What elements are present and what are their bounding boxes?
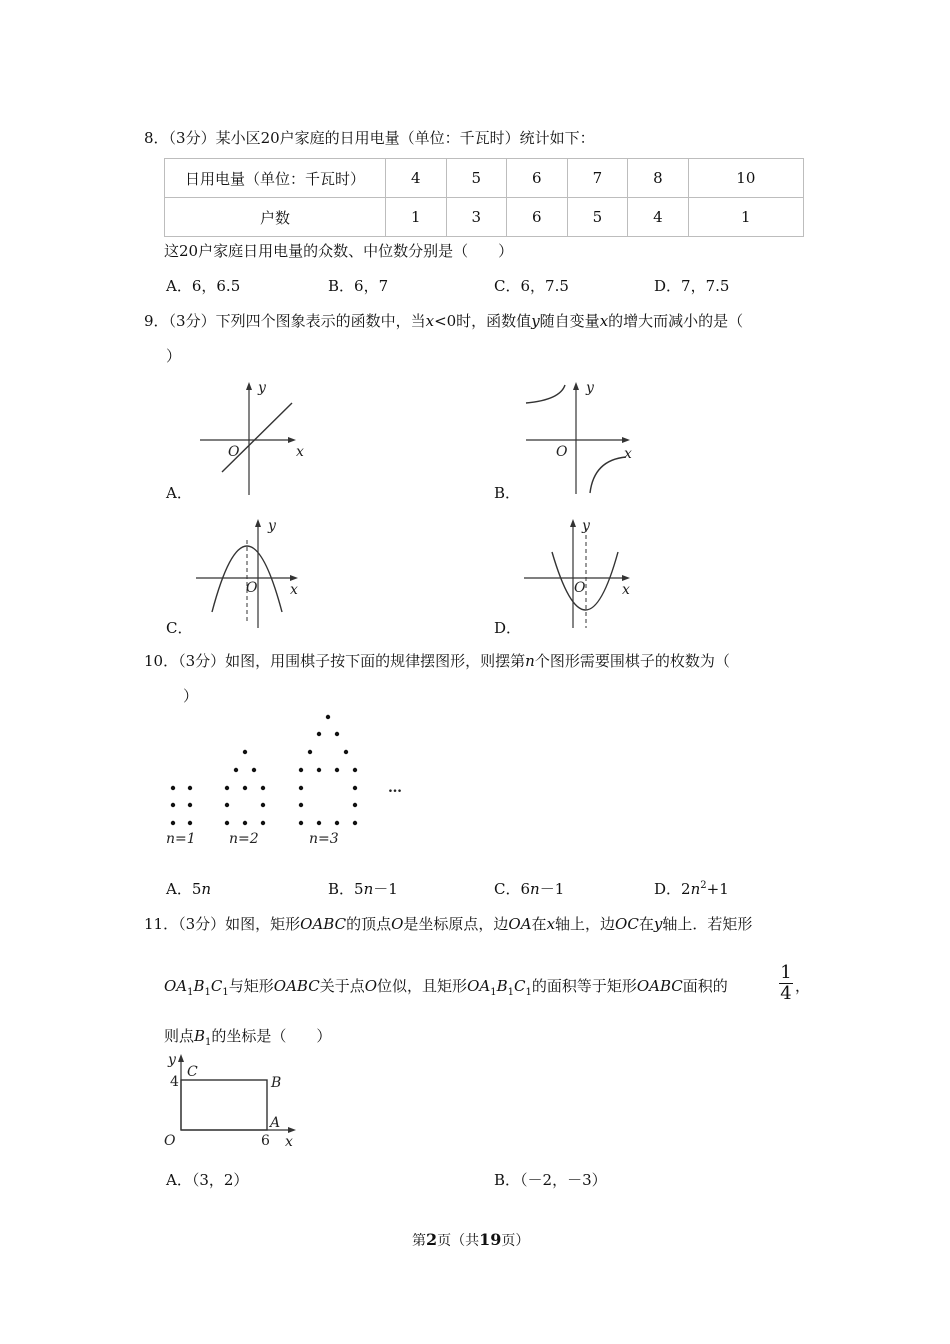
fraction-denominator: 4	[780, 983, 792, 1004]
axis-x-label: x	[296, 444, 304, 460]
table-cell: 4	[386, 159, 447, 198]
q11-option-b: B．（－2，－3）	[494, 1171, 607, 1189]
q9-label-a: A．	[166, 484, 192, 502]
origin-label: O	[556, 444, 568, 460]
ellipsis: …	[388, 780, 402, 796]
axis-y-label: y	[168, 1052, 176, 1068]
q8-option-a: A．6，6.5	[166, 277, 241, 295]
q10-stem-close: ）	[183, 687, 199, 705]
label-n3: n=3	[309, 831, 339, 847]
table-cell: 1	[688, 198, 803, 237]
axis-y-label: y	[268, 518, 276, 534]
q9-stem-close: ）	[166, 347, 182, 365]
table-cell: 7	[567, 159, 628, 198]
origin-label: O	[164, 1133, 176, 1149]
q8-option-b: B．6，7	[328, 277, 389, 295]
q9-label-c: C．	[166, 619, 193, 637]
q10-option-a: A．5n	[166, 880, 212, 898]
q10-option-c: C．6n－1	[494, 880, 565, 898]
origin-label: O	[574, 580, 586, 596]
table-cell: 6	[507, 159, 568, 198]
page-footer: 第2页（共19页）	[412, 1230, 530, 1249]
q11-option-a: A．（3，2）	[166, 1171, 249, 1189]
table-cell: 8	[628, 159, 689, 198]
q10-stem: 10．（3分）如图，用围棋子按下面的规律摆图形，则摆第n个图形需要围棋子的枚数为（	[144, 652, 730, 670]
q9-label-d: D．	[494, 619, 522, 637]
fraction-numerator: 1	[780, 962, 792, 983]
axis-y-label: y	[582, 518, 590, 534]
origin-label: O	[246, 580, 258, 596]
q8-question: 这20户家庭日用电量的众数、中位数分别是（ ）	[164, 242, 514, 260]
axis-x-label: x	[285, 1134, 293, 1150]
point-c-label: C	[187, 1064, 198, 1080]
q11-line3: 则点$B_1$的坐标是（ ）	[164, 1027, 332, 1048]
q8-option-d: D．7，7.5	[654, 277, 730, 295]
tick-4: 4	[170, 1074, 179, 1090]
table-cell: 3	[446, 198, 507, 237]
q9-stem: 9．（3分）下列四个图象表示的函数中，当x<0时，函数值y随自变量x的增大而减小的是（	[144, 312, 744, 330]
axis-y-label: y	[258, 380, 266, 396]
point-b-label: B	[271, 1075, 282, 1091]
table-cell: 10	[688, 159, 803, 198]
tick-6: 6	[261, 1133, 270, 1149]
table-header-label: 日用电量（单位：千瓦时）	[165, 159, 386, 198]
axis-x-label: x	[622, 582, 630, 598]
axis-y-label: y	[586, 380, 594, 396]
table-cell: 5	[567, 198, 628, 237]
table-cell: 4	[628, 198, 689, 237]
table-cell: 1	[386, 198, 447, 237]
axis-x-label: x	[290, 582, 298, 598]
label-n1: n=1	[166, 831, 196, 847]
q10-option-d: D．$2n^2+1$	[654, 880, 729, 898]
q11-line2: $OA_1B_1C_1$与矩形OABC关于点O位似，且矩形$OA_1B_1C_1$的面积等于矩形OABC面积的	[164, 977, 728, 998]
table-row-label: 户数	[165, 198, 386, 237]
table-cell: 6	[507, 198, 568, 237]
table-cell: 5	[446, 159, 507, 198]
q11-fraction-tail: ，	[795, 977, 811, 995]
label-n2: n=2	[229, 831, 259, 847]
q10-option-b: B．5n－1	[328, 880, 398, 898]
q8-option-c: C．6，7.5	[494, 277, 569, 295]
q11-line1: 11．（3分）如图，矩形OABC的顶点O是坐标原点，边OA在x轴上，边OC在y轴上．若矩形	[144, 915, 753, 933]
axis-x-label: x	[624, 446, 632, 462]
q9-label-b: B．	[494, 484, 521, 502]
point-a-label: A	[270, 1115, 281, 1131]
origin-label: O	[228, 444, 240, 460]
q8-stem: 8．（3分）某小区20户家庭的日用电量（单位：千瓦时）统计如下：	[144, 129, 595, 147]
